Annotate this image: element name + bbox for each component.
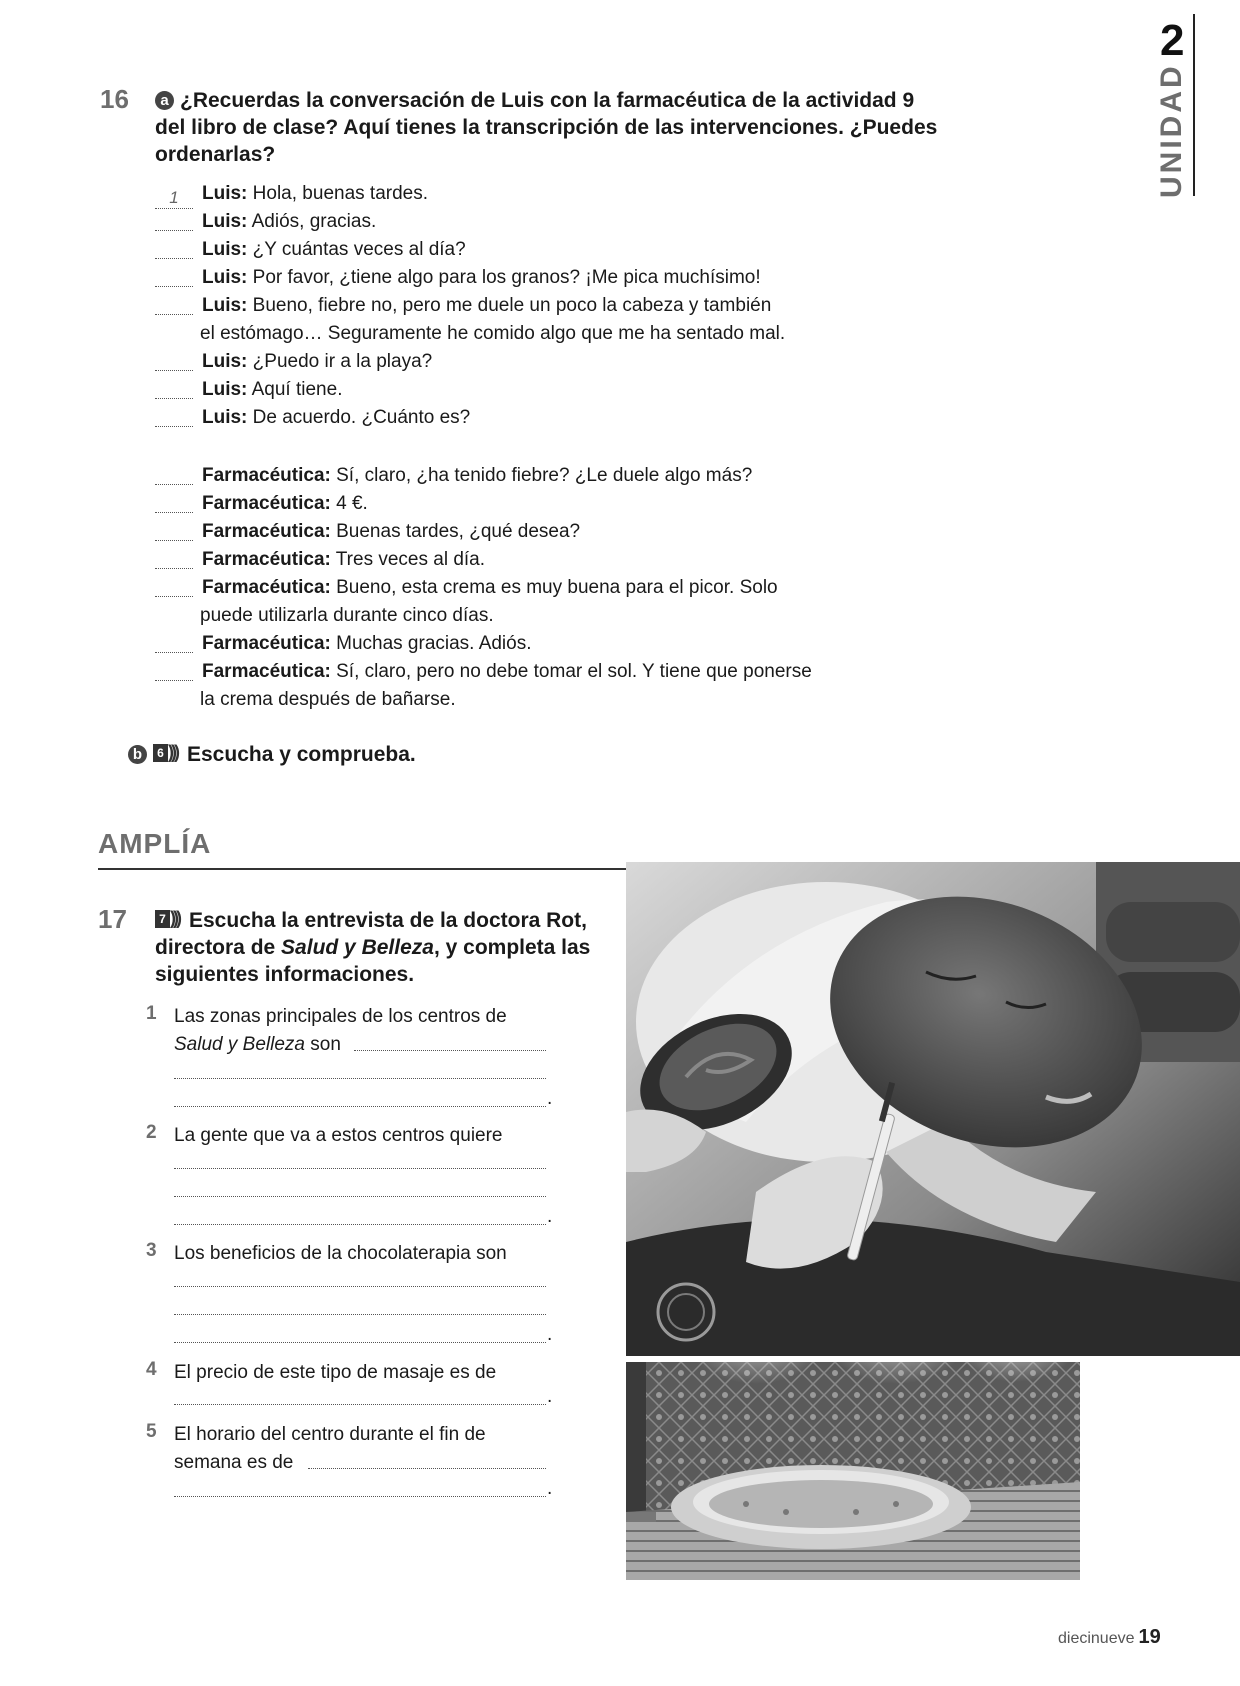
period-mark: . [547, 1324, 553, 1345]
spa-jacuzzi-photo [626, 1362, 1080, 1580]
unit-label: UNIDAD [1155, 63, 1188, 198]
unit-divider [1193, 14, 1195, 196]
dialogue-line-continuation: la crema después de bañarse. [200, 689, 456, 710]
answer-line[interactable] [174, 1342, 546, 1343]
order-blank[interactable] [155, 407, 193, 427]
answer-line[interactable] [174, 1106, 546, 1107]
dialogue-line: Luis: ¿Puedo ir a la playa? [155, 348, 432, 376]
question-text: Los beneficios de la chocolaterapia son [174, 1243, 507, 1264]
exercise-16-title-line-3: ordenarlas? [155, 143, 276, 166]
dialogue-line-continuation: puede utilizarla durante cinco días. [200, 605, 494, 626]
page-number-word: diecinueve [1058, 1630, 1135, 1647]
question-text: El precio de este tipo de masaje es de [174, 1362, 497, 1383]
dialogue-line-continuation: el estómago… Seguramente he comido algo que me ha sentado mal. [200, 323, 786, 344]
section-title: AMPLÍA [98, 828, 212, 859]
exercise-17-title: 7 ))) Escucha la entrevista de la doctora Rot, directora de Salud y Belleza, y completa las siguientes informaciones. [155, 908, 591, 986]
order-blank[interactable] [155, 465, 193, 485]
order-blank[interactable]: 1 [155, 189, 193, 209]
order-blank[interactable] [155, 295, 193, 315]
dialogue-line: Farmacéutica: Buenas tardes, ¿qué desea? [155, 518, 580, 546]
order-blank[interactable] [155, 351, 193, 371]
answer-line[interactable] [174, 1286, 546, 1287]
order-blank[interactable] [155, 379, 193, 399]
order-blank[interactable] [155, 577, 193, 597]
question-number: 5 [146, 1421, 157, 1442]
question-text: El horario del centro durante el fin de [174, 1424, 486, 1445]
answer-line[interactable] [174, 1224, 546, 1225]
exercise-16-title-line-1: a ¿Recuerdas la conversación de Luis con la farmacéutica de la actividad 9 [155, 87, 937, 114]
exercise-17-number: 17 [98, 904, 127, 934]
exercise-16-title [155, 87, 937, 168]
page-number: 19 [1138, 1626, 1161, 1648]
page-footer [1058, 1626, 1161, 1649]
order-blank[interactable] [155, 493, 193, 513]
order-blank[interactable] [155, 521, 193, 541]
dialogue-line: Luis: Por favor, ¿tiene algo para los granos? ¡Me pica muchísimo! [155, 264, 761, 292]
period-mark: . [547, 1088, 553, 1109]
answer-line[interactable] [174, 1168, 546, 1169]
exercise-16-number: 16 [100, 84, 129, 114]
question-number: 1 [146, 1003, 157, 1024]
dialogue-line: Farmacéutica: Tres veces al día. [155, 546, 485, 574]
audio-track-icon[interactable]: 7 ))) [155, 909, 183, 929]
answer-line[interactable] [174, 1078, 546, 1079]
dialogue-line: Farmacéutica: Sí, claro, pero no debe tomar el sol. Y tiene que ponerse [155, 658, 812, 686]
dialogue-line: Luis: De acuerdo. ¿Cuánto es? [155, 404, 470, 432]
order-blank[interactable] [155, 633, 193, 653]
answer-line[interactable] [174, 1314, 546, 1315]
order-blank[interactable] [155, 549, 193, 569]
part-b-badge: b [128, 745, 147, 764]
question-number: 4 [146, 1359, 157, 1380]
part-a-badge: a [155, 91, 174, 110]
answer-line[interactable] [174, 1404, 546, 1405]
exercise-16-title-line-2: del libro de clase? Aquí tienes la transcripción de las intervenciones. ¿Puedes [155, 116, 938, 139]
unit-number: 2 [1160, 16, 1185, 65]
dialogue-line: Farmacéutica: 4 €. [155, 490, 368, 518]
dialogue-line: Farmacéutica: Bueno, esta crema es muy buena para el picor. Solo [155, 574, 778, 602]
answer-line[interactable] [174, 1196, 546, 1197]
dialogue-line: Luis: ¿Y cuántas veces al día? [155, 236, 466, 264]
question-text: Las zonas principales de los centros de [174, 1006, 507, 1027]
question-number: 3 [146, 1240, 157, 1261]
spa-facial-photo [626, 862, 1240, 1356]
order-blank[interactable] [155, 239, 193, 259]
order-blank[interactable] [155, 267, 193, 287]
period-mark: . [547, 1478, 553, 1499]
period-mark: . [547, 1386, 553, 1407]
part-b-instruction: b 6 ))) Escucha y comprueba. [128, 741, 416, 768]
dialogue-line: 1 Luis: Hola, buenas tardes. [155, 180, 428, 209]
answer-line[interactable] [174, 1496, 546, 1497]
question-text: Salud y Belleza son [174, 1034, 341, 1055]
dialogue-line: Farmacéutica: Muchas gracias. Adiós. [155, 630, 532, 658]
order-blank[interactable] [155, 211, 193, 231]
dialogue-line: Luis: Bueno, fiebre no, pero me duele un poco la cabeza y también [155, 292, 771, 320]
dialogue-line: Luis: Aquí tiene. [155, 376, 342, 404]
answer-line[interactable] [308, 1468, 546, 1469]
dialogue-line: Luis: Adiós, gracias. [155, 208, 376, 236]
question-text: semana es de [174, 1452, 294, 1473]
question-number: 2 [146, 1122, 157, 1143]
answer-line[interactable] [354, 1050, 546, 1051]
order-blank[interactable] [155, 661, 193, 681]
period-mark: . [547, 1206, 553, 1227]
section-divider [98, 868, 626, 870]
question-text: La gente que va a estos centros quiere [174, 1125, 503, 1146]
audio-track-icon[interactable]: 6 ))) [153, 743, 181, 763]
dialogue-line: Farmacéutica: Sí, claro, ¿ha tenido fiebre? ¿Le duele algo más? [155, 462, 752, 490]
